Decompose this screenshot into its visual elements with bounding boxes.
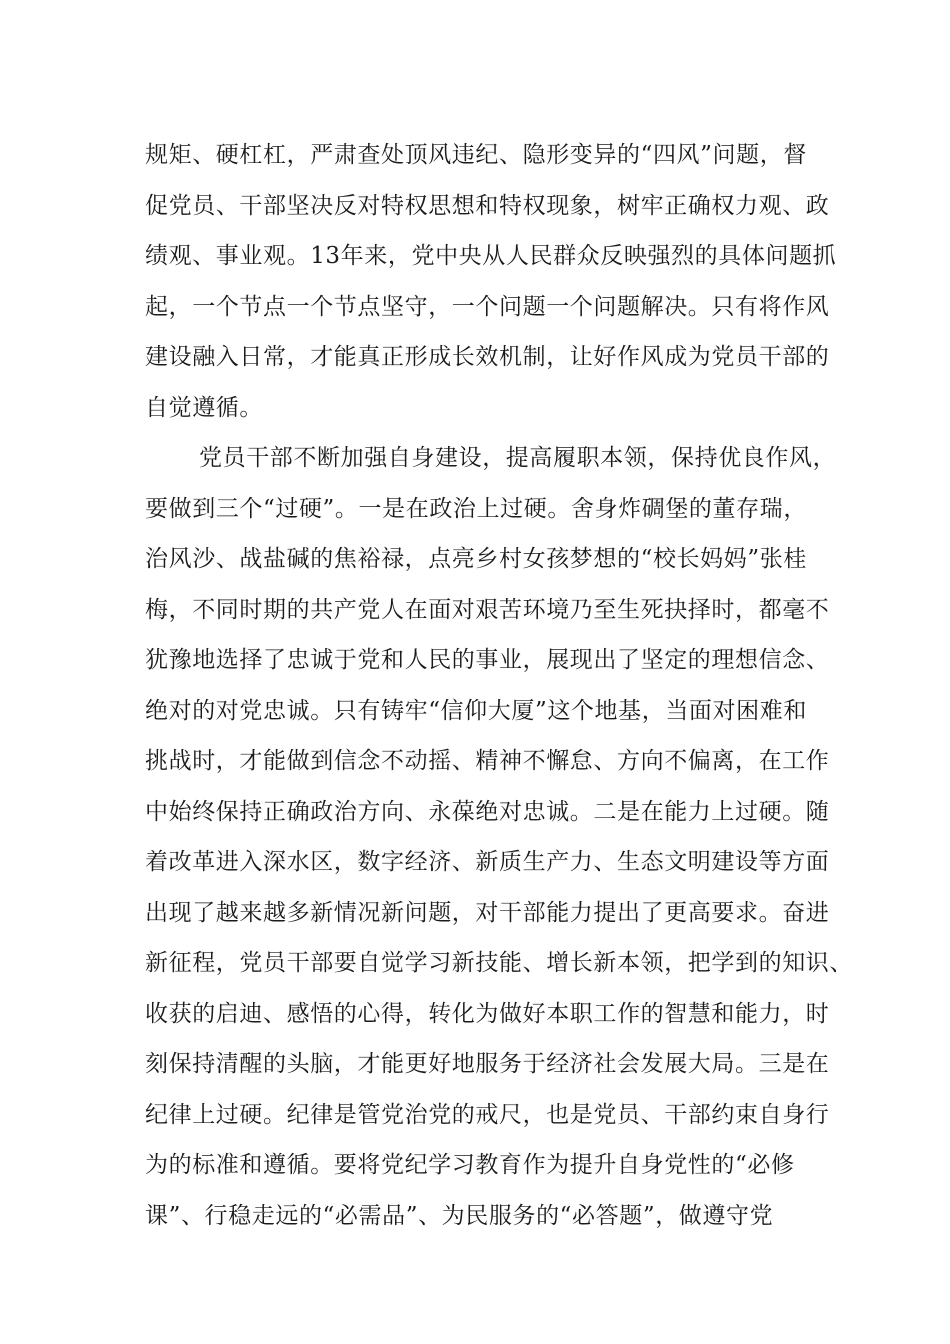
text-line: 要做到三个“过硬”。一是在政治上过硬。舍身炸碉堡的董存瑞，	[145, 495, 807, 522]
text-line: 着改革进入深水区，数字经济、新质生产力、生态文明建设等方面	[145, 849, 830, 875]
text-line: 建设融入日常，才能真正形成长效机制，让好作风成为党员干部的	[145, 344, 830, 370]
paragraph-1	[145, 130, 837, 433]
text-line: 绩观、事业观。13年来，党中央从人民群众反映强烈的具体问题抓	[145, 243, 837, 269]
text-line: 梅，不同时期的共产党人在面对艰苦环境乃至生死抉择时，都毫不	[145, 596, 830, 623]
text-line: 自觉遵循。	[145, 394, 263, 421]
text-line-first-indented: 党员干部不断加强自身建设，提高履职本领，保持优良作风，	[199, 445, 837, 471]
text-line: 促党员、干部坚决反对特权思想和特权现象，树牢正确权力观、政	[145, 192, 830, 219]
text-line: 起，一个节点一个节点坚守，一个问题一个问题解决。只有将作风	[145, 293, 830, 320]
text-line: 刻保持清醒的头脑，才能更好地服务于经济社会发展大局。三是在	[145, 1051, 830, 1077]
text-line: 为的标准和遵循。要将党纪学习教育作为提升自身党性的“必修	[145, 1152, 795, 1178]
text-line: 新征程，党员干部要自觉学习新技能、增长新本领，把学到的知识、	[145, 950, 853, 976]
text-line: 规矩、硬杠杠，严肃查处顶风违纪、隐形变异的“四风”问题，督	[145, 142, 807, 168]
paragraph-2	[145, 433, 853, 1241]
text-line: 治风沙、战盐碱的焦裕禄，点亮乡村女孩梦想的“校长妈妈”张桂	[145, 546, 807, 572]
document-body	[145, 130, 853, 1241]
text-line: 出现了越来越多新情况新问题，对干部能力提出了更高要求。奋进	[145, 899, 830, 926]
text-line: 挑战时，才能做到信念不动摇、精神不懈怠、方向不偏离，在工作	[145, 748, 830, 774]
text-line: 中始终保持正确政治方向、永葆绝对忠诚。二是在能力上过硬。随	[145, 798, 830, 825]
text-line: 犹豫地选择了忠诚于党和人民的事业，展现出了坚定的理想信念、	[145, 647, 830, 673]
text-line: 课”、行稳走远的“必需品”、为民服务的“必答题”，做遵守党	[145, 1202, 774, 1229]
text-line: 收获的启迪、感悟的心得，转化为做好本职工作的智慧和能力，时	[145, 1000, 830, 1027]
text-line: 纪律上过硬。纪律是管党治党的戒尺，也是党员、干部约束自身行	[145, 1101, 830, 1128]
text-line: 绝对的对党忠诚。只有铸牢“信仰大厦”这个地基，当面对困难和	[145, 697, 807, 724]
